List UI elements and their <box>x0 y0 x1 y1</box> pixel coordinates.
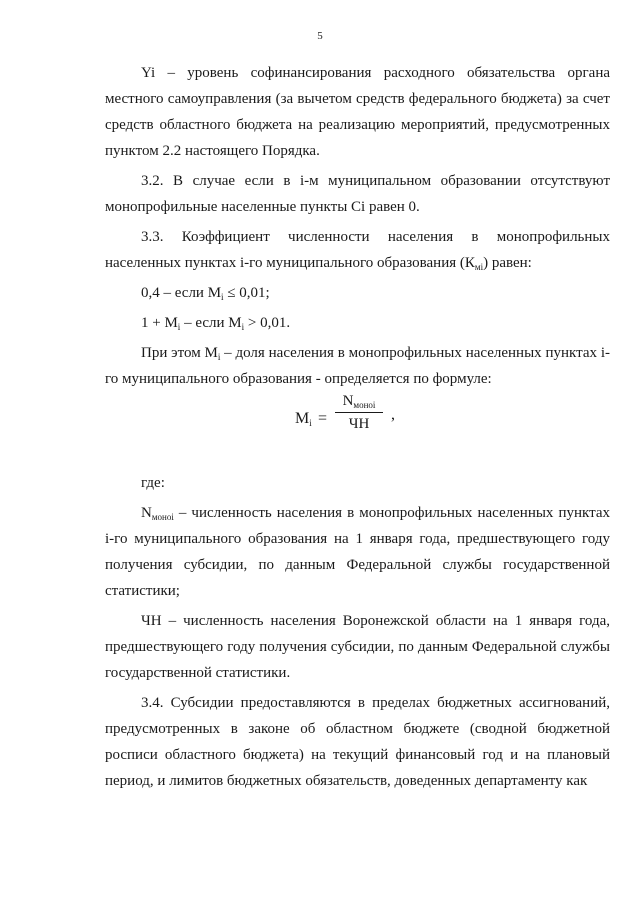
formula-mi <box>105 392 610 442</box>
condition-2-mid: – если M <box>180 315 242 331</box>
condition-2-text: 1 + M <box>141 315 178 331</box>
formula-lhs: $M_i$ <box>295 410 312 428</box>
k-subscript: мi <box>474 262 484 272</box>
condition-1-tail: ≤ 0,01; <box>223 285 270 301</box>
paragraph-3-2: 3.2. В случае если в i-м муниципальном образовании отсутствуют монопрофильные населенные пункты Ci равен 0. <box>105 173 610 215</box>
definition-n-text: – численность населения в монопрофильных населенных пунктах i-го муниципального образования на 1 января года, предшествующего году получения субсидии, по данным Федеральной службы государственной статистики; <box>105 505 610 599</box>
definition-n-subscript: монoi <box>151 512 174 522</box>
mi-intro-text: При этом M <box>141 345 218 361</box>
where-label: где: <box>141 475 165 491</box>
paragraph-mi-intro <box>105 340 610 392</box>
mi-intro-tail: – доля населения в монопрофильных населенных пунктах i-го муниципального образования - определяется по формуле: <box>105 345 610 387</box>
mi-intro-subscript: i <box>217 352 221 362</box>
condition-1-subscript: i <box>221 292 224 302</box>
formula-denominator: ЧН <box>348 416 370 432</box>
document-body <box>105 60 610 789</box>
condition-1 <box>105 280 610 306</box>
condition-2-subscript-2: i <box>241 322 245 332</box>
definition-n-symbol: N <box>141 505 152 521</box>
formula-fraction <box>335 392 383 433</box>
paragraph-yi-definition: Yi – уровень софинансирования расходного обязательства органа местного самоуправления (за вычетом средств федерального бюджета) за счет средств областного бюджета на реализацию мероприятий, предусмотренных пунктом 2.2 настоящего Порядка. <box>105 65 610 159</box>
formula-comma: , <box>391 406 395 423</box>
definition-chn: ЧН – численность населения Воронежской области на 1 января года, предшествующего году получения субсидии, по данным Федеральной службы государственной статистики. <box>105 613 610 681</box>
condition-2-subscript: i <box>177 322 181 332</box>
fraction-bar <box>335 412 383 413</box>
paragraph-3-4: 3.4. Субсидии предоставляются в пределах бюджетных ассигнований, предусмотренных в законе об областном бюджете (сводной бюджетной росписи областного бюджета) на текущий финансовый год и на плановый период, и лимитов бюджетных обязательств, доведенных департаменту как <box>105 695 610 789</box>
formula-numerator: $N_{монoi}$ <box>342 393 376 410</box>
condition-1-text: 0,4 – если M <box>141 285 222 301</box>
formula-equals: = <box>318 410 328 427</box>
after-formula-block <box>105 470 610 794</box>
paragraph-3-3 <box>105 224 610 276</box>
condition-2 <box>105 310 610 336</box>
paragraph-3-3-text: 3.3. Коэффициент численности населения в монопрофильных населенных пунктах i-го муниципального образования (К <box>105 229 610 271</box>
condition-2-tail: > 0,01. <box>244 315 291 331</box>
paragraph-3-3-tail: ) равен: <box>483 255 532 271</box>
page-number: 5 <box>317 30 323 42</box>
definition-n-mono <box>105 500 610 604</box>
